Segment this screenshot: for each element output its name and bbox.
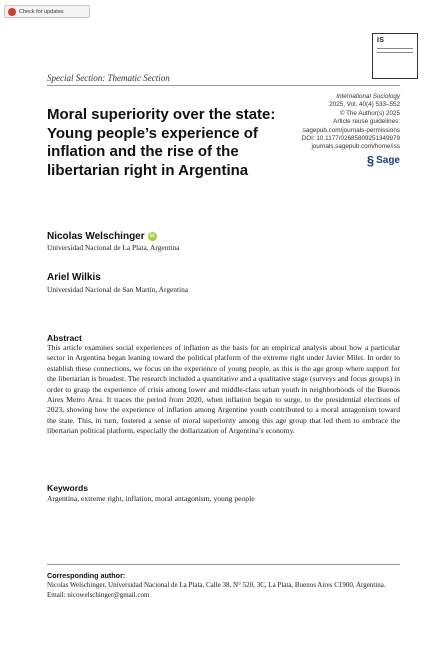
abstract-text: This article examines social experiences of inflation as the basis for an empirical analysis about how a particular sector in Argentina began leaning toward the political platform of the extreme right under Javier Milei. In order to establish these connections, we focus on the experience of young people, as this is the age group where support for the libertarian is broadest. The research included a quantitative and a qualitative stage (surveys and focus groups) in order to grasp the experience of crisis among lower and middle-class urban youth in neighborhoods of the Buenos Aires Metro Area. It traces the period from 2020, when inflation began to surge, to the presidential elections of 2023, showing how the experience of inflation among Argentine youth contributed to a moral antagonism toward the state. This, in turn, fostered a sense of moral superiority among this age group that led them to embrace the libertarian political platform, especially the dollarization of Argentina’s economy. [47, 343, 400, 436]
check-for-updates-badge[interactable] [4, 5, 90, 18]
publication-info [240, 93, 400, 152]
journal-name: International Sociology [336, 93, 400, 100]
reuse-guidelines: Article reuse guidelines: [333, 118, 400, 126]
corresponding-address: Nicolas Welschinger, Universidad Nacional de La Plata, Calle 38, N° 520, 3C, La Plata, Buenos Aires C1900, Argentina. [47, 581, 386, 589]
author-name [47, 272, 101, 283]
update-icon [8, 8, 16, 16]
corresponding-author-heading: Corresponding author: [47, 571, 126, 580]
keywords-text: Argentina, extreme right, inflation, moral antagonism, young people [47, 494, 255, 503]
journal-logo [372, 33, 418, 79]
copyright: © The Author(s) 2025 [339, 109, 400, 117]
journal-logo-text: IS [377, 37, 385, 44]
orcid-icon[interactable]: iD [148, 232, 157, 241]
check-for-updates-label: Check for updates [19, 8, 64, 15]
author-affiliation: Universidad Nacional de San Martín, Argentina [47, 285, 189, 294]
author-name-text: Ariel Wilkis [47, 272, 101, 283]
doi[interactable]: DOI: 10.1177/02685809251349979 [301, 135, 400, 143]
header-divider [47, 85, 400, 86]
footnote-divider [47, 564, 400, 565]
section-label: Special Section: Thematic Section [47, 73, 170, 83]
journal-home-link[interactable]: journals.sagepub.com/home/iss [311, 143, 400, 151]
corresponding-author-details [47, 580, 407, 600]
permissions-link[interactable]: sagepub.com/journals-permissions [302, 126, 400, 134]
author-name [47, 231, 157, 242]
author-affiliation: Universidad Nacional de La Plata, Argentina [47, 243, 180, 252]
sage-s-icon: § [366, 153, 375, 168]
sage-logo [367, 155, 400, 166]
author-name-text: Nicolas Welschinger [47, 231, 145, 242]
volume-info: 2025, Vol. 40(4) 533–552 [329, 101, 400, 109]
logo-line [377, 48, 413, 49]
article-title: Moral superiority over the state: Young people’s experience of inflation and the rise of the libertarian right in Argentina [47, 106, 276, 179]
sage-wordmark: Sage [376, 155, 400, 166]
keywords-heading: Keywords [47, 483, 89, 493]
abstract-heading: Abstract [47, 333, 82, 343]
logo-line [377, 52, 413, 53]
corresponding-email[interactable]: Email: nicowelschinger@gmail.com [47, 591, 150, 599]
